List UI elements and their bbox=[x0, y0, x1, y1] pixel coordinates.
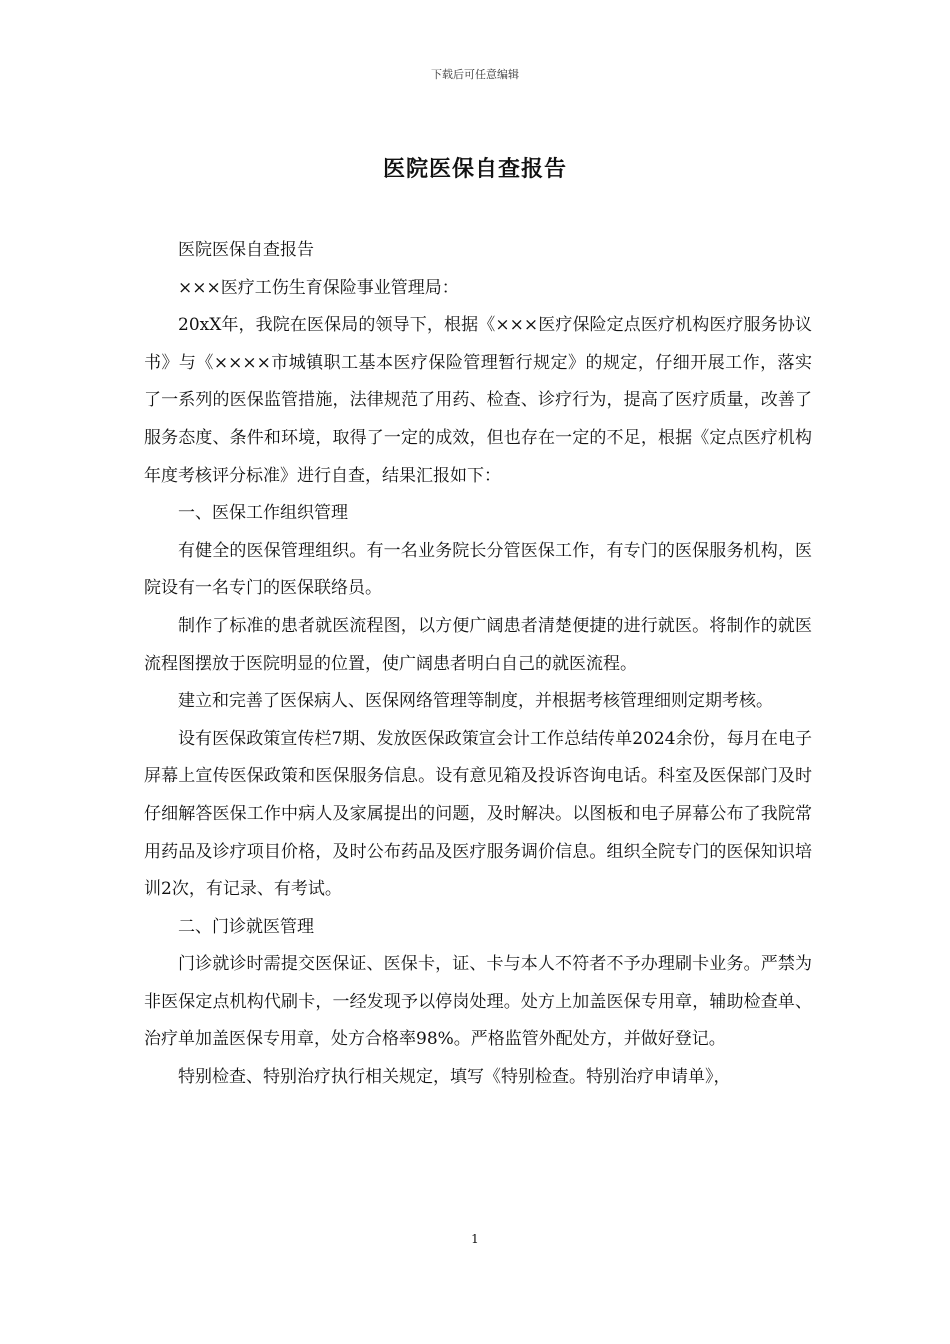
header-note: 下载后可任意编辑 bbox=[431, 68, 519, 81]
document-body bbox=[144, 232, 812, 1097]
document-title: 医院医保自查报告 bbox=[382, 156, 567, 182]
section-heading-1: 一、医保工作组织管理 bbox=[178, 503, 348, 524]
page-number: 1 bbox=[471, 1232, 479, 1246]
paragraph-outpatient: 门诊就诊时需提交医保证、医保卡，证、卡与本人不符者不予办理刷卡业务。严禁为非医保定点机构代刷卡，一经发现予以停岗处理。处方上加盖医保专用章，辅助检查单、治疗单加盖医保专用章，处方合格率98%。严格监管外配处方，并做好登记。 bbox=[144, 954, 812, 1050]
paragraph-special-checks: 特别检查、特别治疗执行相关规定，填写《特别检查。特别治疗申请单》， bbox=[178, 1067, 731, 1088]
paragraph-flowchart: 制作了标准的患者就医流程图，以方便广阔患者清楚便捷的进行就医。将制作的就医流程图摆放于医院明显的位置，使广阔患者明白自己的就医流程。 bbox=[144, 615, 812, 674]
paragraph-rules: 建立和完善了医保病人、医保网络管理等制度，并根据考核管理细则定期考核。 bbox=[178, 691, 773, 712]
paragraph-subtitle: 医院医保自查报告 bbox=[178, 240, 314, 260]
paragraph-recipient: ×××医疗工伤生育保险事业管理局： bbox=[178, 277, 459, 298]
section-heading-2: 二、门诊就医管理 bbox=[178, 916, 314, 937]
paragraph-intro: 20xX年，我院在医保局的领导下，根据《×××医疗保险定点医疗机构医疗服务协议书》与《××××市城镇职工基本医疗保险管理暂行规定》的规定，仔细开展工作，落实了一系列的医保监管措施，法律规范了用药、检查、诊疗行为，提高了医疗质量，改善了服务态度、条件和环境，取得了一定的成效，但也存在一定的不足，根据《定点医疗机构年度考核评分标准》进行自查，结果汇报如下： bbox=[144, 315, 812, 486]
paragraph-publicity: 设有医保政策宣传栏7期、发放医保政策宣会计工作总结传单2024余份，每月在电子屏幕上宣传医保政策和医保服务信息。设有意见箱及投诉咨询电话。科室及医保部门及时仔细解答医保工作中病人及家属提出的问题，及时解决。以图板和电子屏幕公布了我院常用药品及诊疗项目价格，及时公布药品及医疗服务调价信息。组织全院专门的医保知识培训2次，有记录、有考试。 bbox=[144, 728, 812, 900]
paragraph-organization: 有健全的医保管理组织。有一名业务院长分管医保工作，有专门的医保服务机构，医院设有一名专门的医保联络员。 bbox=[144, 540, 812, 599]
